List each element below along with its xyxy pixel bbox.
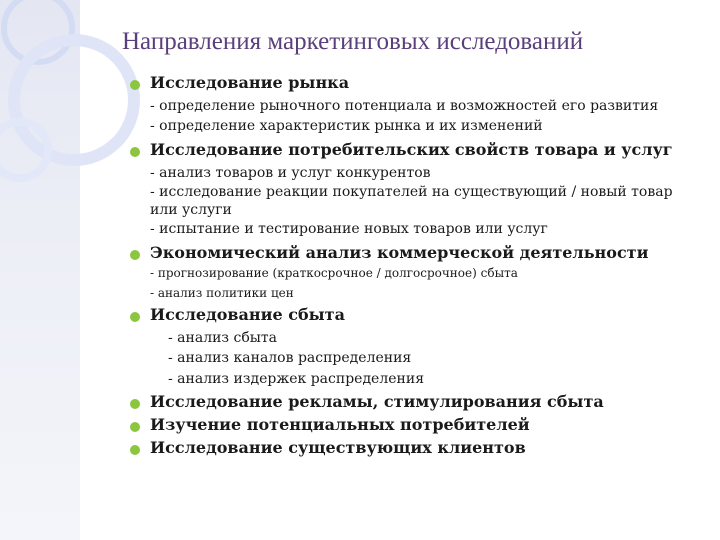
section-item: - анализ издержек распределения bbox=[168, 371, 425, 387]
bullet-dot bbox=[130, 312, 140, 322]
section-heading: Изучение потенциальных потребителей bbox=[150, 415, 530, 434]
section-item: - анализ сбыта bbox=[168, 330, 278, 346]
section-heading: Исследование существующих клиентов bbox=[150, 438, 526, 457]
bullet-dot bbox=[130, 250, 140, 260]
bullet-dot bbox=[130, 445, 140, 455]
section-heading: Исследование сбыта bbox=[150, 305, 345, 324]
section-item: - определение рыночного потенциала и возможностей его развития bbox=[150, 98, 659, 114]
section-item: - анализ товаров и услуг конкурентов bbox=[150, 165, 431, 181]
bullet-dot bbox=[130, 80, 140, 90]
section-item: - прогнозирование (краткосрочное / долгосрочное) сбыта bbox=[150, 266, 518, 280]
section-item: - анализ каналов распределения bbox=[168, 350, 412, 366]
section-heading: Исследование потребительских свойств товара и услуг bbox=[150, 140, 673, 159]
bullet-dot bbox=[130, 147, 140, 157]
bullet-dot bbox=[130, 422, 140, 432]
section-item: - определение характеристик рынка и их изменений bbox=[150, 118, 543, 134]
section-item: - исследование реакции покупателей на существующий / новый товар bbox=[150, 184, 673, 200]
section-heading: Экономический анализ коммерческой деятельности bbox=[150, 243, 649, 262]
section-heading: Исследование рекламы, стимулирования сбыта bbox=[150, 392, 604, 411]
section-item: - испытание и тестирование новых товаров или услуг bbox=[150, 221, 548, 237]
section-item: или услуги bbox=[150, 202, 232, 218]
slide-title: Направления маркетинговых исследований bbox=[122, 28, 584, 55]
bullet-dot bbox=[130, 399, 140, 409]
section-heading: Исследование рынка bbox=[150, 73, 350, 92]
section-item: - анализ политики цен bbox=[150, 286, 294, 300]
